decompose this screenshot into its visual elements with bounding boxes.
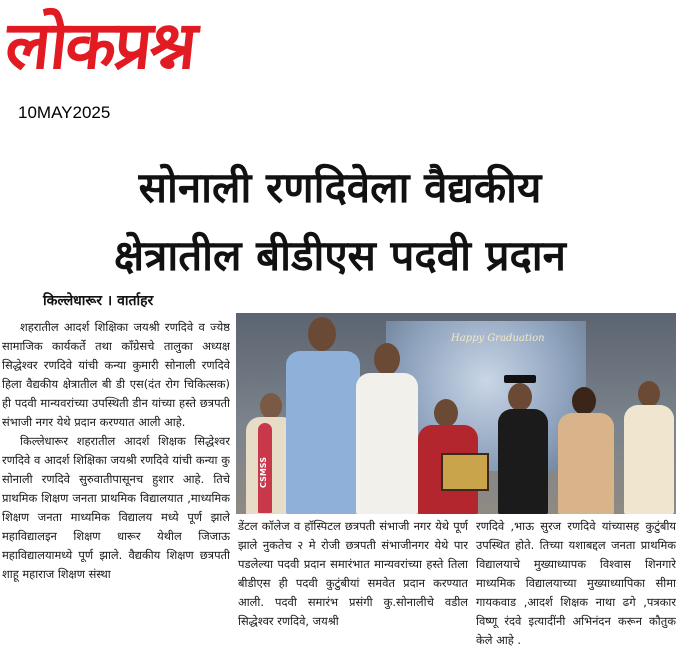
publication-date: 10MAY2025 [18, 103, 111, 122]
certificate-frame [441, 453, 489, 491]
headline-line-1: सोनाली रणदिवेला वैद्यकीय [138, 163, 542, 212]
article-column-1 [2, 318, 230, 650]
banner-text: Happy Graduation [451, 333, 545, 344]
newspaper-masthead: लोकप्रश्न [2, 7, 199, 84]
dateline: किल्लेधारूर । वार्ताहर [43, 293, 154, 309]
graduation-photo [236, 313, 676, 514]
sash-label: CSMSS [258, 457, 268, 488]
article-paragraph: डेंटल कॉलेज व हॉस्पिटल छत्रपती संभाजी नगर येथे पूर्ण झाले नुकतेच २ मे रोजी छत्रपती संभाजीनगर येथे पार पडलेल्या पदवी प्रदान समारंभात मान्यवरांच्या हस्ते तिला बीडीएस ही पदवी कुटुंबीयां समवेत प्रदान करण्यात आली. पदवी समारंभ प्रसंगी कु.सोनालीचे वडील सिद्धेश्वर रणदिवे, जयश्री [238, 519, 468, 628]
article-paragraph: शहरातील आदर्श शिक्षिका जयश्री रणदिवे व ज्येष्ठ सामाजिक कार्यकर्ते तथा काँग्रेसचे तालुका अध्यक्ष सिद्धेश्वर रणदिवे यांची कन्या कुमारी सोनाली रणदिवे हिला वैद्यकीय क्षेत्रातील बी डी एस(दंत रोग चिकित्सक) ही पदवी मान्यवरांच्या उपस्थिती डीन यांच्या हस्ते छत्रपती संभाजी नगर येथे प्रदान करण्यात आली आहे. [2, 320, 230, 429]
article-column-3 [476, 517, 676, 650]
headline-line-2: क्षेत्रातील बीडीएस पदवी प्रदान [114, 231, 566, 280]
article-paragraph: किल्लेधारूर शहरातील आदर्श शिक्षक सिद्धेश्वर रणदिवे व आदर्श शिक्षिका जयश्री रणदिवे यांची कन्या कु सोनाली रणदिवे सुरुवातीपासूनच हुशार आहे. तिचे प्राथमिक शिक्षण जनता प्राथमिक विद्यालयात ,माध्यमिक शिक्षण जनता माध्यमिक विद्यालय मध्ये पूर्ण झाले महाविद्यालइन शिक्षण धारूर येथील जिजाऊ महाविद्यालयामध्ये पूर्ण झाले. वैद्यकीय शिक्षण छत्रपती शाहू महाराज शिक्षण संस्था [2, 434, 230, 581]
article-column-2 [238, 517, 468, 650]
article-paragraph: रणदिवे ,भाऊ सुरज रणदिवे यांच्यासह कुटुंबीय उपस्थित होते. तिच्या यशाबद्दल जनता प्राथमिक विद्यालयाचे मुख्याध्यापक विश्वास शिनगारे माध्यमिक विद्यालयाच्या मुख्याध्यापिका सीमा गायकवाड ,आदर्श शिक्षक नाथा ढगे ,पत्रकार विष्णू रंदवे इत्यादींनी अभिनंदन करून कौतुक केले आहे . [476, 519, 676, 647]
